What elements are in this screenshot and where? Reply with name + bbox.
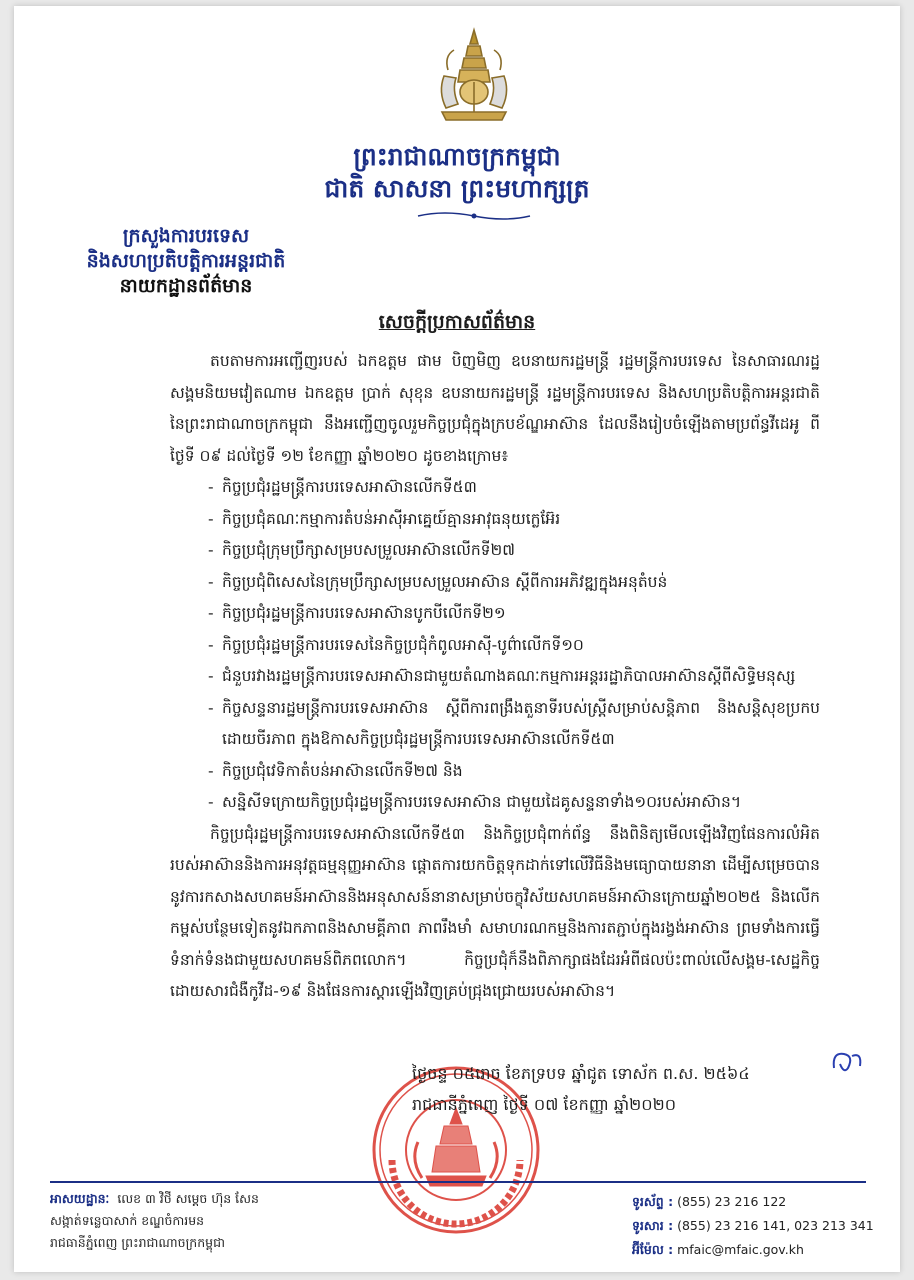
ornament-divider-icon xyxy=(414,210,534,222)
conclusion-paragraph: កិច្ចប្រជុំរដ្ឋមន្ត្រីការបរទេសអាស៊ានលើកទី៥៣ និងកិច្ចប្រជុំពាក់ព័ន្ធ នឹងពិនិត្យមើលឡើងវិញផែនការលំអិតរបស់អាស៊ាននិងការអនុវត្តធម្មនុញ្ញអាស៊ាន ផ្តោតការយកចិត្តទុកដាក់ទៅលើវិធីនិងមធ្យោបាយនានា ដើម្បីសម្រេចបាននូវការកសាងសហគមន៍អាស៊ាននិងអនុសាសន៍នានាសម្រាប់ចក្ខុវិស័យសហគមន៍អាស៊ានក្រោយឆ្នាំ២០២៥ និងលើកកម្ពស់បន្ថែមទៀតនូវឯកភាពនិងសាមគ្គីភាព ភាពរឹងមាំ សមាហរណកម្មនិងការតភ្ជាប់ក្នុងរង្វង់អាស៊ាន ព្រមទាំងការធ្វើទំនាក់ទំនងជាមួយសហគមន៍ពិភពលោក។ កិច្ចប្រជុំក៏នឹងពិភាក្សាផងដែរអំពីផលប៉ះពាល់លើសង្គម-សេដ្ឋកិច្ចដោយសារជំងឺកូវីដ-១៩ និងផែនការស្តារឡើងវិញគ្រប់ជ្រុងជ្រោយរបស់អាស៊ាន។ xyxy=(170,824,820,1000)
footer-address xyxy=(50,1188,430,1254)
department-name: នាយកដ្ឋានព័ត៌មាន xyxy=(119,275,253,297)
kingdom-motto: ជាតិ សាសនា ព្រះមហាក្សត្រ xyxy=(324,174,590,203)
phone-number: (855) 23 216 122 xyxy=(677,1194,787,1209)
fax-number: (855) 23 216 141, 023 213 341 xyxy=(677,1218,874,1233)
ministry-header xyxy=(56,224,316,299)
intro-paragraph: តបតាមការអញ្ជើញរបស់ ឯកឧត្តម ផាម បិញមិញ ឧបនាយករដ្ឋមន្ត្រី រដ្ឋមន្ត្រីការបរទេស នៃសាធារណរដ្ឋសង្គមនិយមវៀតណាម ឯកឧត្តម ប្រាក់ សុខុន ឧបនាយករដ្ឋមន្ត្រី រដ្ឋមន្ត្រីការបរទេស និងសហប្រតិបត្តិការអន្តរជាតិ នៃព្រះរាជាណាចក្រកម្ពុជា នឹងអញ្ជើញចូលរួមកិច្ចប្រជុំក្នុងក្របខ័ណ្ឌអាស៊ាន ដែលនឹងរៀបចំឡើងតាមប្រព័ន្ធវីដេអូ ពីថ្ងៃទី ០៩ ដល់ថ្ងៃទី ១២ ខែកញ្ញា ឆ្នាំ២០២០ ដូចខាងក្រោម៖ xyxy=(170,352,820,465)
footer-divider xyxy=(50,1181,866,1183)
list-item: - កិច្ចប្រជុំរដ្ឋមន្ត្រីការបរទេសអាស៊ានលើកទី៥៣ xyxy=(208,472,820,504)
address-line2: សង្កាត់ទន្លេបាសាក់ ខណ្ឌចំការមន xyxy=(50,1213,205,1228)
list-item: - សន្និសីទក្រោយកិច្ចប្រជុំរដ្ឋមន្ត្រីការបរទេសអាស៊ាន ជាមួយដៃគូសន្ទនាទាំង១០របស់អាស៊ាន។ xyxy=(208,787,820,819)
royal-arms-emblem-icon xyxy=(424,26,524,126)
list-item: - កិច្ចប្រជុំរដ្ឋមន្ត្រីការបរទេសនៃកិច្ចប្រជុំកំពូលអាស៊ី-បូព៌ាលើកទី១០ xyxy=(208,630,820,662)
handwritten-signature-icon xyxy=(828,1046,868,1076)
list-item: - កិច្ចប្រជុំគណៈកម្មាការតំបន់អាស៊ីអាគ្នេយ៍គ្មានអាវុធនុយក្លេអ៊ែរ xyxy=(208,504,820,536)
address-label: អាសយដ្ឋានៈ xyxy=(50,1191,110,1206)
address-line3: រាជធានីភ្នំពេញ ព្រះរាជាណាចក្រកម្ពុជា xyxy=(50,1235,225,1250)
list-item: - កិច្ចសន្ទនារដ្ឋមន្ត្រីការបរទេសអាស៊ាន ស្តីពីការពង្រឹងតួនាទីរបស់ស្ត្រីសម្រាប់សន្តិភាព និងសន្តិសុខប្រកបដោយចីរភាព ក្នុងឱកាសកិច្ចប្រជុំរដ្ឋមន្ត្រីការបរទេសអាស៊ានលើកទី៥៣ xyxy=(208,693,820,756)
phone-label: ទូរស័ព្ទ : xyxy=(632,1194,674,1209)
list-item: - កិច្ចប្រជុំក្រុមប្រឹក្សាសម្របសម្រួលអាស៊ានលើកទី២៧ xyxy=(208,535,820,567)
footer-contact xyxy=(632,1190,892,1262)
list-item: - កិច្ចប្រជុំរដ្ឋមន្ត្រីការបរទេសអាស៊ានបូកបីលើកទី២១ xyxy=(208,598,820,630)
address-line1: លេខ ៣ វិថី សម្តេច ហ៊ុន សែន xyxy=(117,1191,259,1206)
kingdom-title: ព្រះរាជាណាចក្រកម្ពុជា xyxy=(353,142,561,171)
email-address[interactable]: mfaic@mfaic.gov.kh xyxy=(677,1242,804,1257)
document-body xyxy=(170,346,820,1008)
meeting-list xyxy=(170,472,820,819)
list-item: - កិច្ចប្រជុំពិសេសនៃក្រុមប្រឹក្សាសម្របសម្រួលអាស៊ាន ស្តីពីការអភិវឌ្ឍក្នុងអនុតំបន់ xyxy=(208,567,820,599)
lunar-date: ថ្ងៃចន្ទ ០៥រោច ខែភទ្របទ ឆ្នាំជូត ទោស័ក ព.ស. ២៥៦៤ xyxy=(412,1064,750,1083)
ministry-name-line2: និងសហប្រតិបត្តិការអន្តរជាតិ xyxy=(86,250,286,272)
press-release-page xyxy=(14,6,900,1272)
list-item: - កិច្ចប្រជុំវេទិកាតំបន់អាស៊ានលើកទី២៧ និង xyxy=(208,756,820,788)
ministry-name-line1: ក្រសួងការបរទេស xyxy=(122,225,250,247)
fax-label: ទូរសារ : xyxy=(632,1218,674,1233)
list-item: - ជំនួបរវាងរដ្ឋមន្ត្រីការបរទេសអាស៊ានជាមួយតំណាងគណៈកម្មការអន្តររដ្ឋាភិបាលអាស៊ានស្តីពីសិទ្ធិមនុស្ស xyxy=(208,661,820,693)
email-label: អ៊ីម៉ែល : xyxy=(632,1242,674,1257)
solar-date: រាជធានីភ្នំពេញ ថ្ងៃទី ០៧ ខែកញ្ញា ឆ្នាំ២០២០ xyxy=(412,1095,677,1114)
signoff-block xyxy=(412,1058,832,1120)
document-title: សេចក្តីប្រកាសព័ត៌មាន xyxy=(378,311,536,333)
